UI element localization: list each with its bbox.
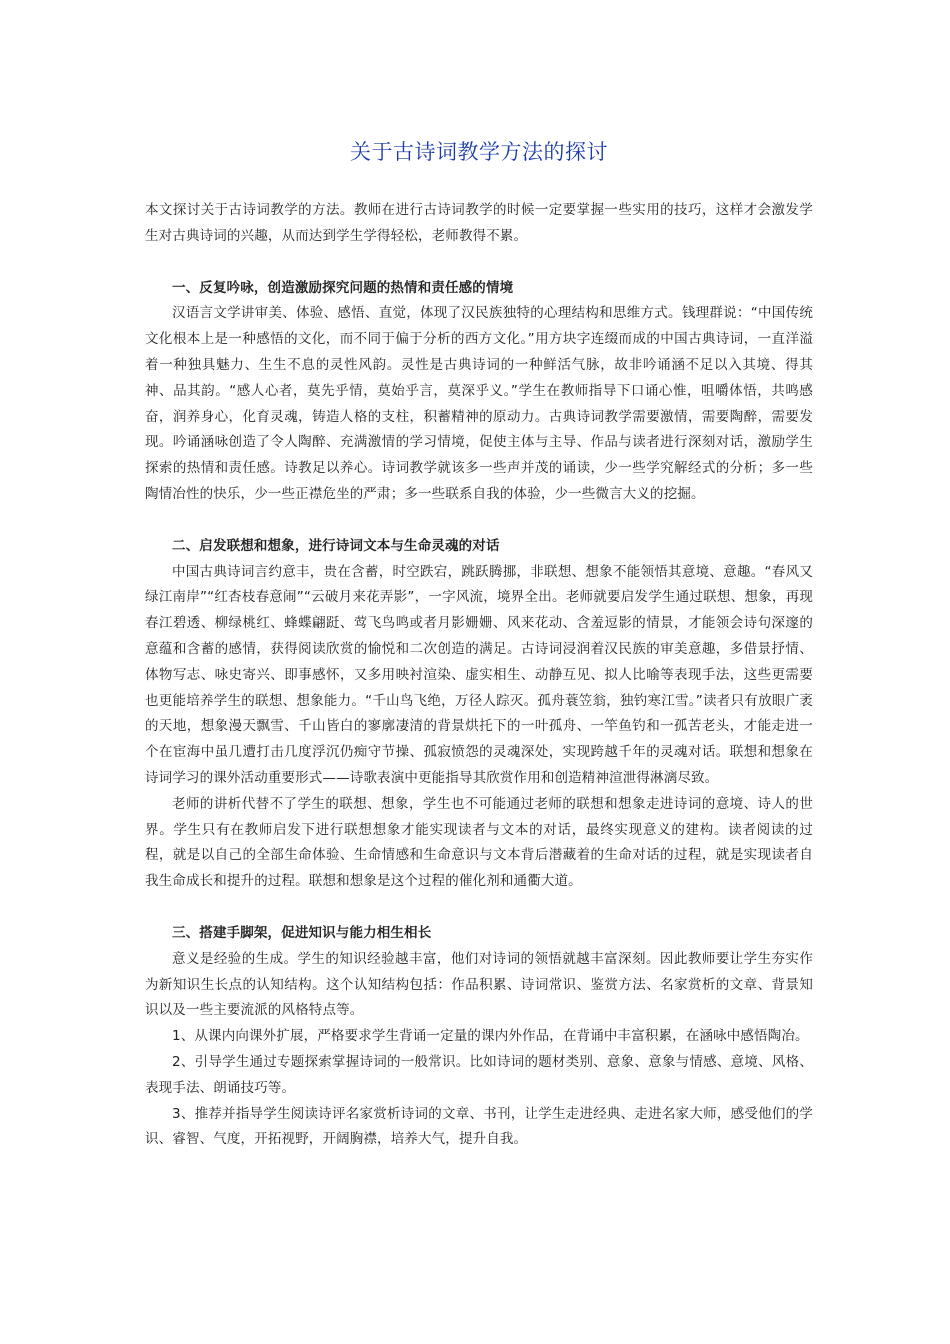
section-paragraph: 意义是经验的生成。学生的知识经验越丰富，他们对诗词的领悟就越丰富深刻。因此教师要让学生夯实作为新知识生长点的认知结构。这个认知结构包括：作品积累、诗词常识、鉴赏方法、名家赏析的文章、背景知识以及一些主要流派的风格特点等。: [145, 950, 813, 1019]
section-heading: 一、反复吟咏，创造激励探究问题的热情和责任感的情境: [172, 279, 514, 296]
section-paragraph: 汉语言文学讲审美、体验、感悟、直觉，体现了汉民族独特的心理结构和思维方式。钱理群说：“中国传统文化根本上是一种感悟的文化，而不同于偏于分析的西方文化。”用方块字连缀而成的中国古典诗词，一直洋溢着一种独具魅力、生生不息的灵性风韵。灵性是古典诗词的一种鲜活气脉，故非吟诵涵不足以入其境、得其神、品其韵。“感人心者，莫先乎情，莫始乎言，莫深乎义。”学生在教师指导下口诵心惟，咀嚼体悟，共鸣感奋，润养身心，化育灵魂，铸造人格的支柱，积蓄精神的原动力。古典诗词教学需要激情，需要陶醉，需要发现。吟诵涵咏创造了令人陶醉、充满激情的学习情境，促使主体与主导、作品与读者进行深刻对话，激励学生探索的热情和责任感。诗教足以养心。诗词教学就该多一些声并茂的诵读，少一些学究解经式的分析；多一些陶情冶性的快乐，少一些正襟危坐的严肃；多一些联系自我的体验，少一些微言大义的挖掘。: [145, 305, 813, 502]
section-heading: 三、搭建手脚架，促进知识与能力相生相长: [172, 924, 432, 941]
section-paragraph: 老师的讲析代替不了学生的联想、想象，学生也不可能通过老师的联想和想象走进诗词的意境、诗人的世界。学生只有在教师启发下进行联想想象才能实现读者与文本的对话，最终实现意义的建构。读者阅读的过程，就是以自己的全部生命体验、生命情感和生命意识与文本背后潜藏着的生命对话的过程，就是实现读者自我生命成长和提升的过程。联想和想象是这个过程的催化剂和通衢大道。: [145, 795, 813, 890]
page-title: 关于古诗词教学方法的探讨: [350, 140, 608, 164]
section-2: [145, 534, 813, 895]
section-paragraph: 3、推荐并指导学生阅读诗评名家赏析诗词的文章、书刊，让学生走进经典、走进名家大师，感受他们的学识、睿智、气度，开拓视野，开阔胸襟，培养大气，提升自我。: [145, 1105, 813, 1148]
section-heading: 二、启发联想和想象，进行诗词文本与生命灵魂的对话: [172, 537, 500, 554]
section-3: [145, 921, 813, 1153]
section-paragraph: 1、从课内向课外扩展，严格要求学生背诵一定量的课内外作品，在背诵中丰富积累，在涵咏中感悟陶冶。: [172, 1028, 809, 1045]
section-paragraph: 中国古典诗词言约意丰，贵在含蓄，时空跌宕，跳跃腾挪，非联想、想象不能领悟其意境、意趣。“春风又绿江南岸”“红杏枝春意闹”“云破月来花弄影”，一字风流，境界全出。老师就要启发学生通过联想、想象，再现春江碧透、柳绿桃红、蜂蝶翩跹、莺飞鸟鸣或者月影姗姗、风来花动、含羞逗影的情景，才能领会诗句深邃的意蕴和含蓄的感情，获得阅读欣赏的愉悦和二次创造的满足。古诗词浸润着汉民族的审美意趣，多借景抒情、体物写志、咏史寄兴、即事感怀，又多用映衬渲染、虚实相生、动静互见、拟人比喻等表现手法，这些更需要也更能培养学生的联想、想象能力。“千山鸟飞绝，万径人踪灭。孤舟蓑笠翁，独钓寒江雪。”读者只有放眼广袤的天地，想象漫天飘雪、千山皆白的寥廓凄清的背景烘托下的一叶孤舟、一竿鱼钓和一孤苦老头，才能走进一个在宦海中虽几遭打击几度浮沉仍痴守节操、孤寂愤怨的灵魂深处，实现跨越千年的灵魂对话。联想和想象在诗词学习的课外活动重要形式——诗歌表演中更能指导其欣赏作用和创造精神渲泄得淋漓尽致。: [145, 563, 813, 786]
document-body: [145, 198, 813, 1153]
intro-paragraph: 本文探讨关于古诗词教学的方法。教师在进行古诗词教学的时候一定要掌握一些实用的技巧，这样才会激发学生对古典诗词的兴趣，从而达到学生学得轻松，老师教得不累。: [145, 202, 813, 244]
section-1: [145, 276, 813, 508]
section-paragraph: 2、引导学生通过专题探索掌握诗词的一般常识。比如诗词的题材类别、意象、意象与情感、意境、风格、表现手法、朗诵技巧等。: [145, 1053, 813, 1096]
